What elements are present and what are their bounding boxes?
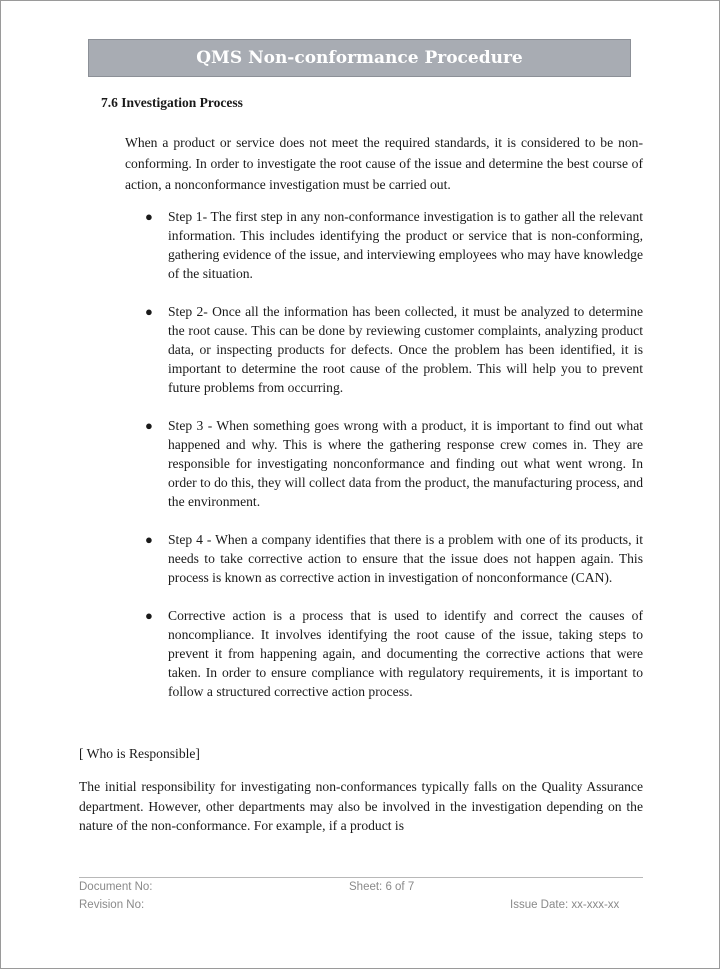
list-item (125, 530, 643, 587)
list-item-text: Step 1- The first step in any non-conformance investigation is to gather all the relevant information. This includes identifying the product or service that is non-conforming, gathering evidence of the issue, and interviewing employees who may have knowledge of the situation. (168, 209, 643, 281)
intro-paragraph: When a product or service does not meet the required standards, it is considered to be non-conforming. In order to investigate the root cause of the issue and determine the best course of action, a nonconformance investigation must be carried out. (125, 135, 643, 192)
footer-sheet-number: Sheet: 6 of 7 (349, 881, 415, 893)
footer-issue-date: Issue Date: xx-xxx-xx (510, 899, 620, 911)
list-item (125, 302, 643, 397)
bullet-icon: ● (145, 418, 153, 433)
footer-divider (79, 877, 643, 878)
bullet-icon: ● (145, 532, 153, 547)
section-heading: 7.6 Investigation Process (101, 95, 243, 110)
list-item (125, 416, 643, 511)
list-item (125, 606, 643, 701)
list-item-text: Corrective action is a process that is used to identify and correct the causes of noncompliance. It involves identifying the root cause of the issue, taking steps to prevent it from happening again, and documenting the corrective actions that were taken. In order to ensure compliance with regulatory requirements, it is important to follow a structured corrective action process. (168, 608, 643, 699)
steps-list (125, 207, 643, 701)
document-title-banner (88, 39, 631, 77)
bullet-icon: ● (145, 608, 153, 623)
who-is-responsible-label: [ Who is Responsible] (79, 746, 200, 761)
list-item-text: Step 3 - When something goes wrong with a product, it is important to find out what happened and why. This is where the gathering response crew comes in. They are responsible for investigating nonconformance and finding out what went wrong. In order to do this, they will collect data from the product, the manufacturing process, and the environment. (168, 418, 643, 509)
list-item (125, 207, 643, 283)
footer-document-no: Document No: (79, 881, 153, 893)
list-item-text: Step 4 - When a company identifies that there is a problem with one of its products, it needs to take corrective action to ensure that the issue does not happen again. This process is known as corrective action in investigation of nonconformance (CAN). (168, 532, 643, 585)
responsible-paragraph: The initial responsibility for investigating non-conformances typically falls on the Quality Assurance department. However, other departments may also be involved in the investigation depending on the nature of the non-conformance. For example, if a product is (79, 779, 643, 833)
list-item-text: Step 2- Once all the information has been collected, it must be analyzed to determine the root cause. This can be done by reviewing customer complaints, analyzing product data, or inspecting products for defects. Once the problem has been identified, it is important to determine the root cause of the problem. This will help you to prevent future problems from occurring. (168, 304, 643, 395)
bullet-icon: ● (145, 304, 153, 319)
document-title: QMS Non-conformance Procedure (196, 48, 523, 68)
footer-revision-no: Revision No: (79, 899, 145, 911)
bullet-icon: ● (145, 209, 153, 224)
